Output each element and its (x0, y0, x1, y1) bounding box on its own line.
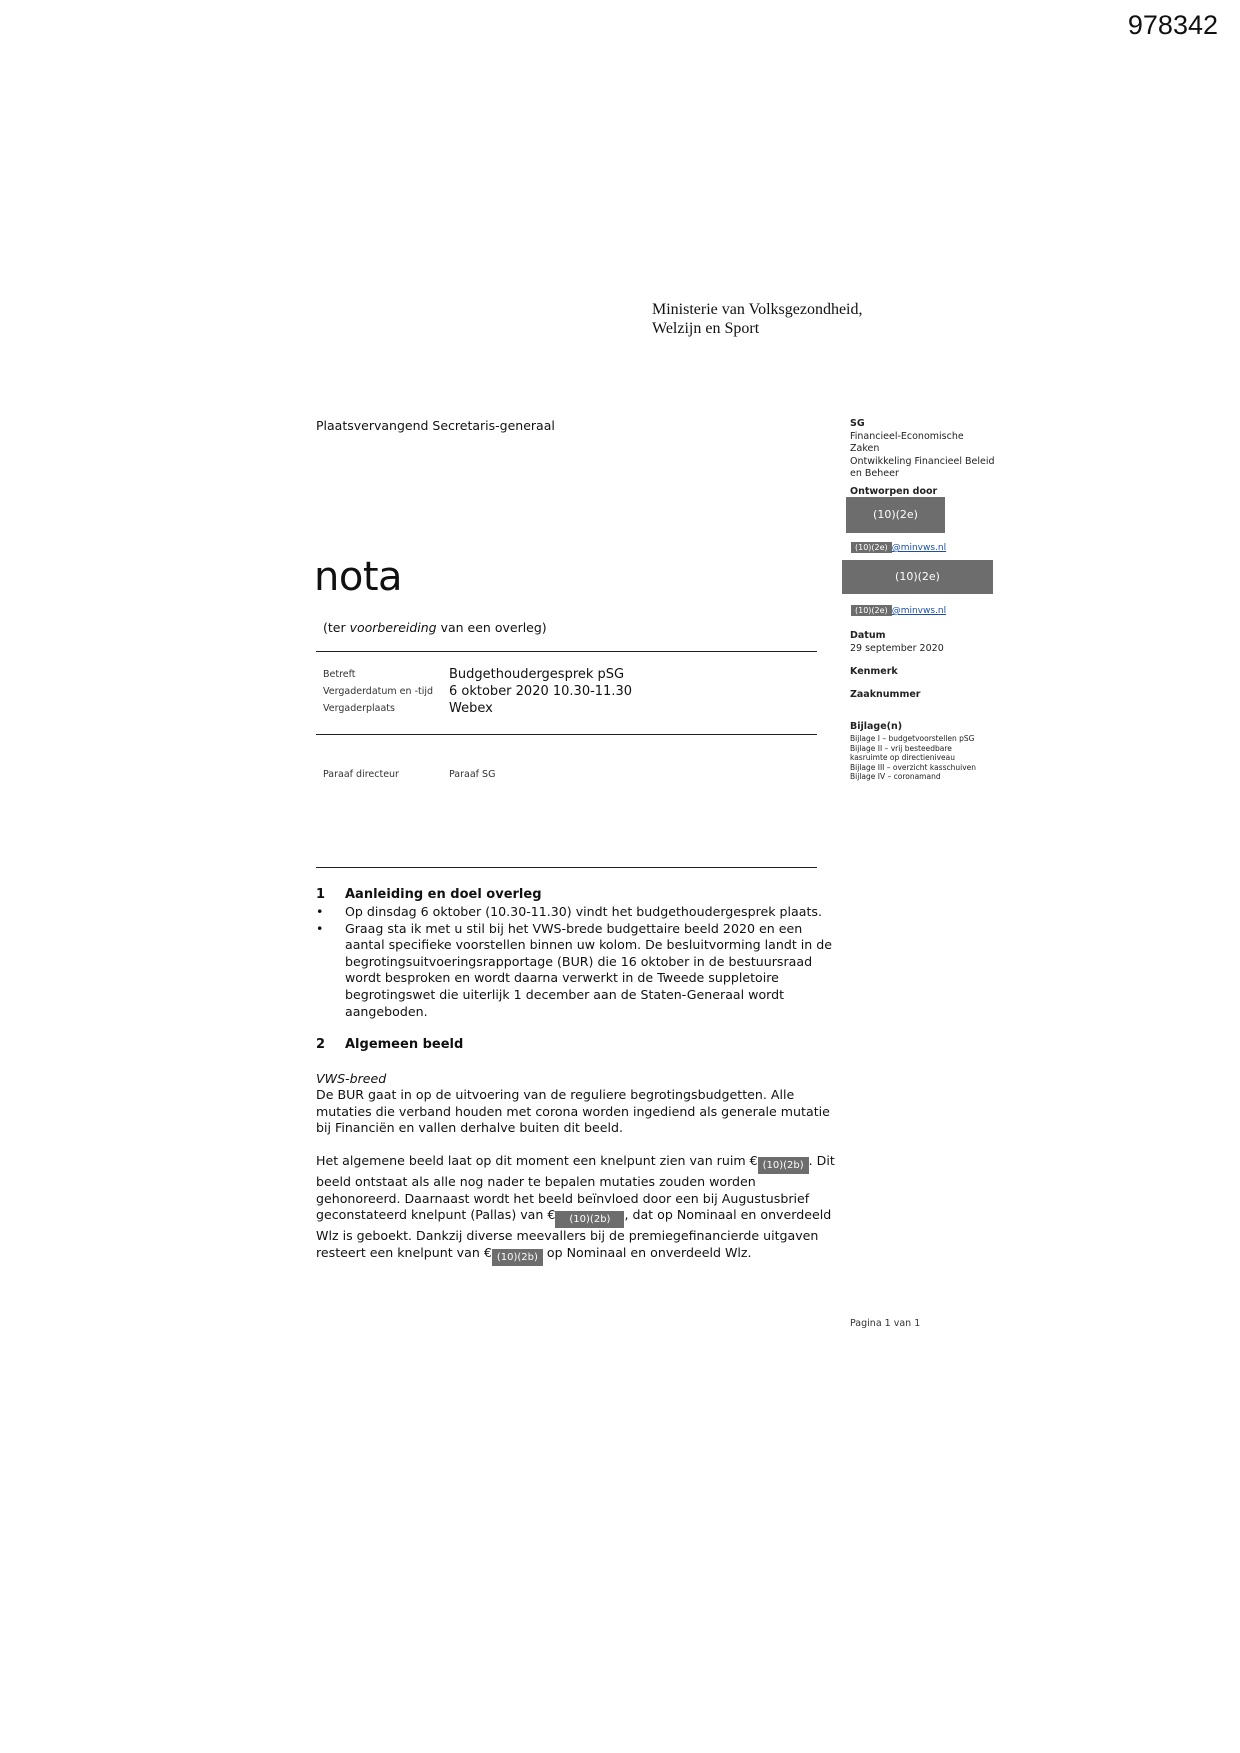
ministry-name-line2: Welzijn en Sport (652, 320, 760, 337)
redaction-box: (10)(2e) (842, 560, 993, 594)
subtitle-pre: (ter (323, 620, 350, 635)
datum-value: 29 september 2020 (850, 643, 944, 654)
paragraph-text: . Dit beeld ontstaat als alle nog nader te bepalen mutaties zouden worden gehonoreerd. Daarnaast wordt het beeld beïnvloed door een bij Augustusbrief geconstateerd knelpunt (Pallas) van € (316, 1153, 835, 1223)
list-item: • Graag sta ik met u stil bij het VWS-brede budgettaire beeld 2020 en een aantal specifieke voorstellen binnen uw kolom. De besluitvorming landt in de begrotingsuitvoeringsrapportage (BUR) die 16 oktober in de bestuursraad wordt besproken en wordt daarna verwerkt in de Tweede suppletoire begrotingswet die uiterlijk 1 december aan de Staten-Generaal wordt aangeboden. (316, 921, 836, 1021)
document-id: 978342 (1127, 10, 1218, 40)
section-2-subheading: VWS-breed (316, 1071, 387, 1086)
section-title: Aanleiding en doel overleg (345, 887, 542, 902)
bullet-list (316, 904, 836, 1020)
sidebar-email (851, 598, 946, 617)
email-link[interactable]: @minvws.nl (891, 606, 947, 616)
document-subtitle (323, 620, 547, 635)
sidebar-org-line: Financieel-Economische (850, 430, 964, 442)
section-1-heading (316, 887, 542, 902)
page-number: Pagina 1 van 1 (850, 1318, 921, 1329)
redaction-box: (10)(2b) (555, 1211, 624, 1228)
paraaf-sg-label: Paraaf SG (449, 769, 496, 780)
subtitle-post: van een overleg) (436, 620, 547, 635)
redaction-box: (10)(2e) (846, 497, 945, 533)
paragraph-text: , dat op Nominaal en onverdeeld Wlz is geboekt. Dankzij diverse meevallers bij de premiegefinancierde uitgaven resteert een knelpunt van € (316, 1207, 832, 1260)
list-item: Bijlage I – budgetvoorstellen pSG (850, 734, 975, 743)
bijlagen-list (850, 734, 990, 782)
list-item: • Op dinsdag 6 oktober (10.30-11.30) vindt het budgethoudergesprek plaats. (316, 904, 836, 921)
divider (316, 734, 817, 735)
vergaderplaats-value: Webex (449, 701, 493, 716)
redaction-box: (10)(2b) (492, 1249, 543, 1266)
redaction-box: (10)(2b) (758, 1157, 809, 1174)
email-link[interactable]: @minvws.nl (891, 543, 947, 553)
section-title: Algemeen beeld (345, 1037, 464, 1052)
paragraph (316, 1153, 836, 1266)
vergaderdatum-value: 6 oktober 2020 10.30-11.30 (449, 684, 633, 699)
betreft-value: Budgethoudergesprek pSG (449, 667, 625, 682)
section-2-heading (316, 1037, 463, 1052)
ontworpen-door-label: Ontworpen door (850, 486, 938, 497)
bijlagen-label: Bijlage(n) (850, 721, 903, 732)
list-item: Bijlage II – vrij besteedbare kasruimte op directieniveau (850, 743, 955, 762)
paraaf-directeur-label: Paraaf directeur (323, 769, 399, 780)
divider (316, 651, 817, 652)
sidebar-org-line: SG (850, 418, 865, 429)
list-item: Bijlage IV – coronamand (850, 772, 941, 781)
section-1-body (316, 904, 836, 1020)
sender: Plaatsvervangend Secretaris-generaal (316, 418, 555, 433)
sidebar-org-line: en Beheer (850, 468, 899, 479)
sidebar-email (851, 535, 946, 554)
vergaderdatum-label: Vergaderdatum en -tijd (323, 686, 434, 697)
ministry-name-line1: Ministerie van Volksgezondheid, (652, 301, 863, 318)
list-item: Bijlage III – overzicht kasschuiven (850, 762, 976, 772)
vergaderplaats-label: Vergaderplaats (323, 703, 395, 714)
paragraph: De BUR gaat in op de uitvoering van de reguliere begrotingsbudgetten. Alle mutaties die verband houden met corona worden ingediend als generale mutatie bij Financiën en vallen derhalve buiten dit beeld. (316, 1087, 830, 1136)
divider (316, 867, 817, 868)
zaaknummer-label: Zaaknummer (850, 689, 921, 700)
redaction-box: (10)(2e) (851, 605, 892, 616)
subtitle-emphasis: voorbereiding (349, 620, 437, 635)
ministry-name (652, 300, 863, 338)
sidebar-org-line: Ontwikkeling Financieel Beleid (850, 455, 995, 467)
redaction-box: (10)(2e) (851, 542, 892, 553)
kenmerk-label: Kenmerk (850, 666, 898, 677)
section-number: 1 (316, 887, 326, 902)
paragraph-text: op Nominaal en onverdeeld Wlz. (542, 1244, 752, 1260)
sidebar-org-line: Zaken (850, 443, 880, 454)
document-title: nota (314, 554, 403, 600)
section-number: 2 (316, 1037, 326, 1052)
datum-label: Datum (850, 630, 886, 641)
betreft-label: Betreft (323, 669, 356, 680)
sidebar-org (850, 418, 1000, 481)
paragraph-text: Het algemene beeld laat op dit moment een knelpunt zien van ruim € (316, 1153, 758, 1168)
